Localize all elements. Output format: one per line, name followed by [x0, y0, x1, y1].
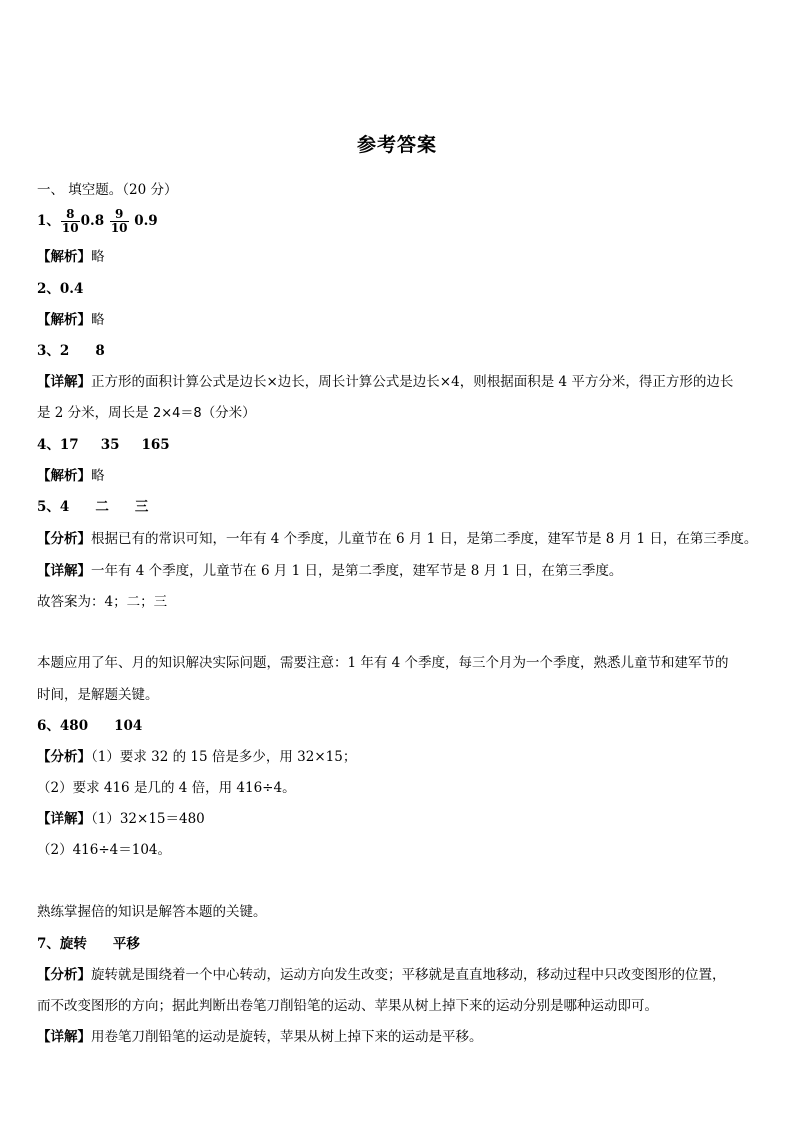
fraction-9-10 — [110, 208, 129, 235]
answer-5 — [37, 497, 148, 517]
fraction-numerator: 9 — [110, 208, 129, 222]
answer-7-analysis-line-1 — [37, 965, 726, 985]
answer-5-detail — [37, 561, 622, 581]
detail-tag: 【详解】 — [37, 811, 91, 827]
fraction-8-10 — [61, 208, 80, 235]
answer-1-number: 1、 — [37, 213, 60, 229]
analysis-text: （1）要求 32 的 15 倍是多少，用 32×15； — [91, 749, 357, 765]
answer-5-number: 5、 — [37, 499, 60, 515]
answer-5-value-1: 4 — [59, 499, 70, 515]
analysis-tag: 【分析】 — [37, 967, 91, 983]
note-text: 略 — [91, 312, 105, 328]
answer-7-analysis-line-2: 而不改变图形的方向；据此判断出卷笔刀削铅笔的运动、苹果从树上掉下来的运动分别是哪种运动即可。 — [37, 998, 658, 1014]
answer-5-comment-line-2: 时间，是解题关键。 — [37, 687, 159, 703]
answer-5-conclusion: 故答案为：4；二；三 — [37, 594, 168, 610]
answer-4-value-2: 35 — [100, 437, 120, 453]
answer-2-note — [37, 310, 105, 330]
fraction-numerator: 8 — [61, 208, 80, 222]
page-title: 参考答案 — [356, 134, 437, 156]
detail-text: （分米） — [201, 405, 256, 421]
detail-text: 用卷笔刀削铅笔的运动是旋转，苹果从树上掉下来的运动是平移。 — [91, 1029, 483, 1045]
answer-2-value: 0.4 — [59, 281, 84, 297]
answer-3-value-1: 2 — [59, 343, 70, 359]
fraction-denominator: 10 — [110, 221, 128, 235]
answer-5-comment-line-1: 本题应用了年、月的知识解决实际问题，需要注意：1 年有 4 个季度，每三个月为一个季度，熟悉儿童节和建军节的 — [37, 655, 729, 671]
analysis-text: 旋转就是围绕着一个中心转动，运动方向发生改变；平移就是直直地移动，移动过程中只改变图形的位置， — [91, 967, 726, 983]
answer-7-value-2: 平移 — [112, 936, 140, 952]
answer-2-number: 2、 — [37, 281, 60, 297]
answer-6-value-1: 480 — [59, 718, 89, 734]
note-tag: 【解析】 — [37, 312, 91, 328]
answer-6-analysis-line-1 — [37, 747, 356, 767]
answer-3-detail-line-1 — [37, 372, 733, 392]
note-text: 略 — [91, 249, 105, 265]
answer-4-value-3: 165 — [141, 437, 170, 453]
note-tag: 【解析】 — [37, 249, 91, 265]
fraction-denominator: 10 — [61, 221, 79, 235]
note-tag: 【解析】 — [37, 468, 91, 484]
answer-5-analysis — [37, 529, 757, 549]
analysis-tag: 【分析】 — [37, 531, 91, 547]
answer-1-value-2: 0.9 — [134, 213, 158, 229]
answer-6-comment: 熟练掌握倍的知识是解答本题的关键。 — [37, 904, 267, 920]
answer-4 — [37, 435, 170, 455]
detail-tag: 【详解】 — [37, 563, 91, 579]
detail-text: 正方形的面积计算公式是边长×边长，周长计算公式是边长×4，则根据面积是 4 平方分米，得正方形的边长 — [91, 374, 734, 390]
answer-5-value-3: 三 — [134, 499, 149, 515]
answer-6-detail-line-1 — [37, 809, 205, 829]
detail-tag: 【详解】 — [37, 374, 91, 390]
detail-text: 一年有 4 个季度，儿童节在 6 月 1 日，是第二季度，建军节是 8 月 1 日，在第三季度。 — [91, 563, 623, 579]
answer-7-number: 7、 — [37, 936, 60, 952]
answer-5-value-2: 二 — [95, 499, 109, 515]
answer-4-note — [37, 466, 105, 486]
answer-4-number: 4、 — [37, 437, 60, 453]
answer-1-value-1: 0.8 — [80, 213, 105, 229]
answer-6-value-2: 104 — [114, 718, 143, 734]
analysis-tag: 【分析】 — [37, 749, 91, 765]
answer-3 — [37, 341, 105, 361]
answer-7-value-1: 旋转 — [59, 936, 87, 952]
answer-6-detail-line-2: （2）416÷4＝104。 — [37, 842, 172, 858]
answer-7-detail — [37, 1027, 483, 1047]
section-heading: 一、 填空题。（20 分） — [37, 182, 178, 198]
detail-tag: 【详解】 — [37, 1029, 91, 1045]
analysis-text: 根据已有的常识可知，一年有 4 个季度，儿童节在 6 月 1 日，是第二季度，建军节是 8 月 1 日，在第三季度。 — [91, 531, 758, 547]
answer-6 — [37, 716, 142, 736]
math-expression: 2×4＝8 — [152, 406, 202, 421]
answer-1 — [37, 208, 158, 235]
answer-3-detail-line-2 — [37, 403, 256, 424]
answer-1-note — [37, 247, 105, 267]
detail-text: 是 2 分米，周长是 — [37, 405, 149, 421]
detail-text: （1）32×15＝480 — [91, 811, 205, 827]
answer-3-value-2: 8 — [95, 343, 105, 359]
answer-4-value-1: 17 — [59, 437, 79, 453]
answer-6-analysis-line-2: （2）要求 416 是几的 4 倍，用 416÷4。 — [37, 780, 296, 796]
answer-6-number: 6、 — [37, 718, 60, 734]
answer-3-number: 3、 — [37, 343, 60, 359]
answer-7 — [37, 934, 140, 954]
answer-2 — [37, 279, 83, 299]
note-text: 略 — [91, 468, 105, 484]
